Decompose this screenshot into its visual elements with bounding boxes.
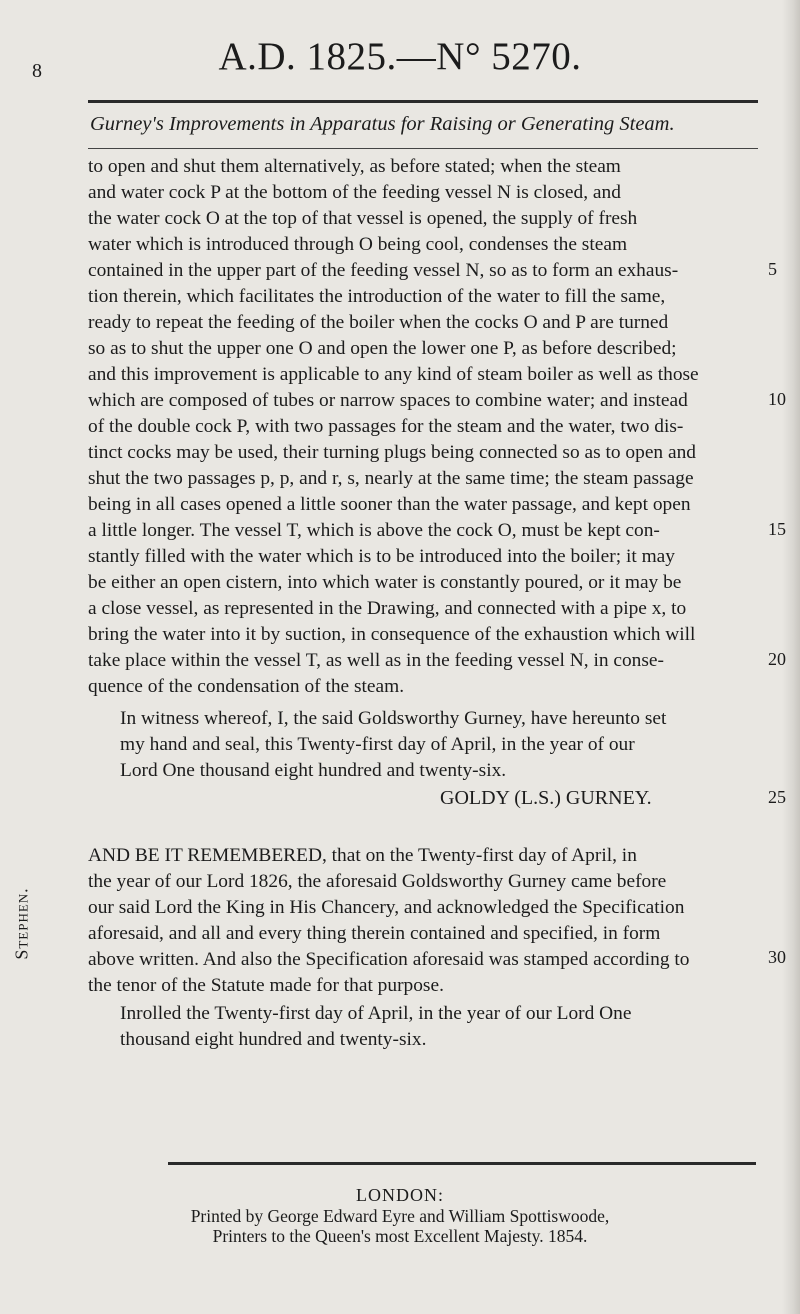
page-subtitle: Gurney's Improvements in Apparatus for Raising or Generating Steam. (90, 113, 675, 135)
inrolled-line: thousand eight hundred and twenty-six. (120, 1029, 427, 1050)
line-number: 20 (768, 649, 786, 669)
page-number: 8 (32, 60, 42, 82)
body-line: and water cock P at the bottom of the feeding vessel N is closed, and (88, 182, 621, 203)
remember-line: AND BE IT REMEMBERED, that on the Twenty-first day of April, in (88, 845, 637, 866)
running-title: A.D. 1825.—N° 5270. (218, 35, 582, 78)
signature: GOLDY (L.S.) GURNEY. (440, 787, 652, 809)
line-number: 30 (768, 947, 786, 967)
remember-line: the year of our Lord 1826, the aforesaid Goldsworthy Gurney came before (88, 871, 667, 892)
remember-line: aforesaid, and all and every thing therein contained and specified, in form (88, 923, 661, 944)
body-line: tion therein, which facilitates the introduction of the water to fill the same, (88, 286, 666, 307)
subtitle-rule (88, 148, 758, 149)
body-line: and this improvement is applicable to any kind of steam boiler as well as those (88, 364, 699, 385)
imprint-printer-title: Printers to the Queen's most Excellent Majesty. 1854. (212, 1226, 588, 1246)
witness-line: Lord One thousand eight hundred and twenty-six. (120, 760, 507, 781)
body-line: bring the water into it by suction, in consequence of the exhaustion which will (88, 624, 696, 645)
body-line: of the double cock P, with two passages for the steam and the water, two dis- (88, 416, 684, 437)
witness-line: my hand and seal, this Twenty-first day of April, in the year of our (120, 734, 635, 755)
body-line: which are composed of tubes or narrow spaces to combine water; and instead (88, 390, 688, 411)
margin-note (2, 865, 42, 981)
body-line: being in all cases opened a little sooner than the water passage, and kept open (88, 494, 691, 515)
body-line: tinct cocks may be used, their turning plugs being connected so as to open and (88, 442, 696, 463)
body-line: the water cock O at the top of that vessel is opened, the supply of fresh (88, 208, 638, 229)
line-number: 5 (768, 259, 777, 279)
body-line: be either an open cistern, into which water is constantly poured, or it may be (88, 572, 682, 593)
body-line: water which is introduced through O being cool, condenses the steam (88, 234, 628, 255)
remember-line: above written. And also the Specification aforesaid was stamped according to (88, 949, 690, 970)
line-number: 15 (768, 519, 786, 539)
line-number: 25 (768, 787, 786, 807)
witness-line: In witness whereof, I, the said Goldsworthy Gurney, have hereunto set (120, 708, 667, 729)
remember-line: our said Lord the King in His Chancery, and acknowledged the Specification (88, 897, 685, 918)
body-line: stantly filled with the water which is to be introduced into the boiler; it may (88, 546, 675, 567)
body-line: so as to shut the upper one O and open the lower one P, as before described; (88, 338, 677, 359)
header-rule (88, 100, 758, 103)
body-line: a little longer. The vessel T, which is above the cock O, must be kept con- (88, 520, 660, 541)
line-number: 10 (768, 389, 786, 409)
body-line: quence of the condensation of the steam. (88, 676, 405, 697)
remember-line: the tenor of the Statute made for that purpose. (88, 975, 444, 996)
body-line: shut the two passages p, p, and r, s, nearly at the same time; the steam passage (88, 468, 694, 489)
body-line: a close vessel, as represented in the Drawing, and connected with a pipe x, to (88, 598, 687, 619)
body-line: contained in the upper part of the feeding vessel N, so as to form an exhaus- (88, 260, 679, 281)
inrolled-line: Inrolled the Twenty-first day of April, in the year of our Lord One (120, 1003, 632, 1024)
body-line: ready to repeat the feeding of the boiler when the cocks O and P are turned (88, 312, 669, 333)
footer-rule (168, 1162, 756, 1165)
body-line: to open and shut them alternatively, as before stated; when the steam (88, 156, 621, 177)
imprint (0, 1185, 800, 1246)
imprint-place: LONDON: (356, 1185, 444, 1205)
imprint-printer: Printed by George Edward Eyre and William Spottiswoode, (190, 1206, 610, 1226)
body-line: take place within the vessel T, as well as in the feeding vessel N, in conse- (88, 650, 664, 671)
margin-note-text: Stephen. (11, 886, 32, 960)
